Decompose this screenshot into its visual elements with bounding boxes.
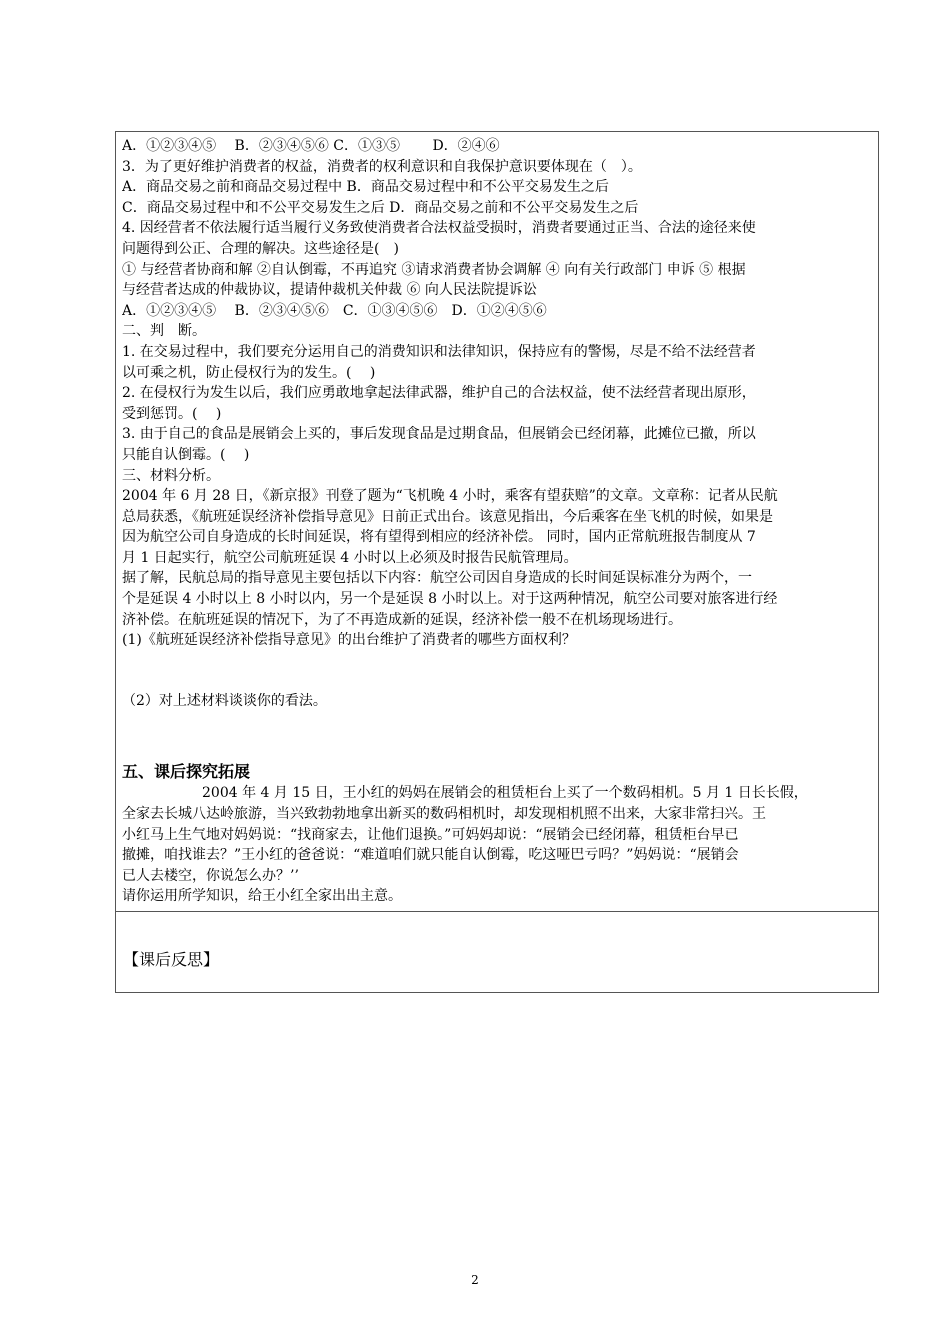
q3-options-ab: A．商品交易之前和商品交易过程中 B．商品交易过程中和不公平交易发生之后 bbox=[122, 179, 609, 196]
material-p2-line-3: 济补偿。在航班延误的情况下，为了不再造成新的延误，经济补偿一般不在机场现场进行。 bbox=[122, 611, 682, 628]
reflection-title: 【课后反思】 bbox=[123, 950, 220, 969]
material-p1-line-2: 总局获悉，《航班延误经济补偿指导意见》日前正式出台。该意见指出，今后乘客在坐飞机的时候，如果是 bbox=[122, 508, 773, 525]
extension-line-2: 全家去长城八达岭旅游，当兴致勃勃地拿出新买的数码相机时，却发现相机照不出来，大家非常扫兴。王 bbox=[122, 806, 766, 823]
answer-space-1 bbox=[122, 651, 872, 691]
material-p2-line-1: 据了解，民航总局的指导意见主要包括以下内容：航空公司因自身造成的长时间延误标准分为两个，一 bbox=[122, 570, 752, 587]
judgement-1-line-2: 以可乘之机，防止侵权行为的发生。( ) bbox=[122, 364, 376, 381]
q4-items-line-1: ① 与经营者协商和解 ②自认倒霉，不再追究 ③请求消费者协会调解 ④ 向有关行政部门 申诉 ⑤ 根据 bbox=[122, 261, 746, 278]
q3-stem: 3．为了更好维护消费者的权益，消费者的权利意识和自我保护意识要体现在（ ）。 bbox=[122, 158, 642, 175]
material-title: 三、材料分析。 bbox=[122, 467, 220, 484]
material-p1-line-3: 因为航空公司自身造成的长时间延误，将有望得到相应的经济补偿。 同时，国内正常航班报告制度从 7 bbox=[122, 529, 756, 546]
content-cell bbox=[116, 132, 878, 912]
material-question-2: （2）对上述材料谈谈你的看法。 bbox=[122, 692, 327, 709]
extension-line-5: 已人去楼空，你说怎么办？’’ bbox=[122, 867, 299, 884]
extension-line-4: 撤摊，咱找谁去？”王小红的爸爸说：“难道咱们就只能自认倒霉，吃这哑巴亏吗？”妈妈说：“展销会 bbox=[122, 847, 739, 864]
material-question-1: (1)《航班延误经济补偿指导意见》的出台维护了消费者的哪些方面权利？ bbox=[122, 632, 576, 649]
judgement-1-line-1: 1. 在交易过程中，我们要充分运用自己的消费知识和法律知识，保持应有的警惕，尽是不给不法经营者 bbox=[122, 343, 756, 360]
extension-line-3: 小红马上生气地对妈妈说：“找商家去，让他们退换。”可妈妈却说：“展销会已经闭幕，租赁柜台早已 bbox=[122, 826, 739, 843]
extension-line-1: 2004 年 4 月 15 日，王小红的妈妈在展销会的租赁柜台上买了一个数码相机。5 月 1 日长长假， bbox=[202, 785, 808, 802]
reflection-cell bbox=[116, 912, 878, 992]
judgement-title: 二、判 断。 bbox=[122, 323, 206, 340]
answer-space-2 bbox=[122, 711, 872, 761]
extension-title: 五、课后探究拓展 bbox=[122, 762, 251, 782]
q4-items-line-2: 与经营者达成的仲裁协议，提请仲裁机关仲裁 ⑥ 向人民法院提诉讼 bbox=[122, 282, 537, 299]
worksheet-table bbox=[115, 131, 879, 993]
extension-line-6: 请你运用所学知识，给王小红全家出出主意。 bbox=[122, 888, 402, 905]
judgement-2-line-2: 受到惩罚。( ) bbox=[122, 405, 222, 422]
material-p1-line-4: 月 1 日起实行，航空公司航班延误 4 小时以上必须及时报告民航管理局。 bbox=[122, 549, 578, 566]
q4-stem-line-1: 4. 因经营者不依法履行适当履行义务致使消费者合法权益受损时，消费者要通过正当、合法的途径来使 bbox=[122, 220, 756, 237]
material-p2-line-2: 个是延误 4 小时以上 8 小时以内，另一个是延误 8 小时以上。对于这两种情况，航空公司要对旅客进行经 bbox=[122, 591, 778, 608]
judgement-3-line-2: 只能自认倒霉。( ) bbox=[122, 446, 250, 463]
material-p1-line-1: 2004 年 6 月 28 日，《新京报》刊登了题为“飞机晚 4 小时，乘客有望获赔”的文章。文章称：记者从民航 bbox=[122, 488, 778, 505]
q3-options-cd: C．商品交易过程中和不公平交易发生之后 D．商品交易之前和不公平交易发生之后 bbox=[122, 199, 639, 216]
judgement-2-line-1: 2. 在侵权行为发生以后，我们应勇敢地拿起法律武器，维护自己的合法权益，使不法经营者现出原形， bbox=[122, 385, 756, 402]
q2-options: A．①②③④⑤ B．②③④⑤⑥ C．①③⑤ D．②④⑥ bbox=[122, 138, 500, 154]
q4-stem-line-2: 问题得到公正、合理的解决。这些途径是( ) bbox=[122, 240, 399, 257]
q4-options: A．①②③④⑤ B．②③④⑤⑥ C．①③④⑤⑥ D．①②④⑤⑥ bbox=[122, 302, 547, 319]
judgement-3-line-1: 3. 由于自己的食品是展销会上买的，事后发现食品是过期食品，但展销会已经闭幕，此摊位已撤，所以 bbox=[122, 426, 756, 443]
page-number: 2 bbox=[471, 1273, 479, 1287]
